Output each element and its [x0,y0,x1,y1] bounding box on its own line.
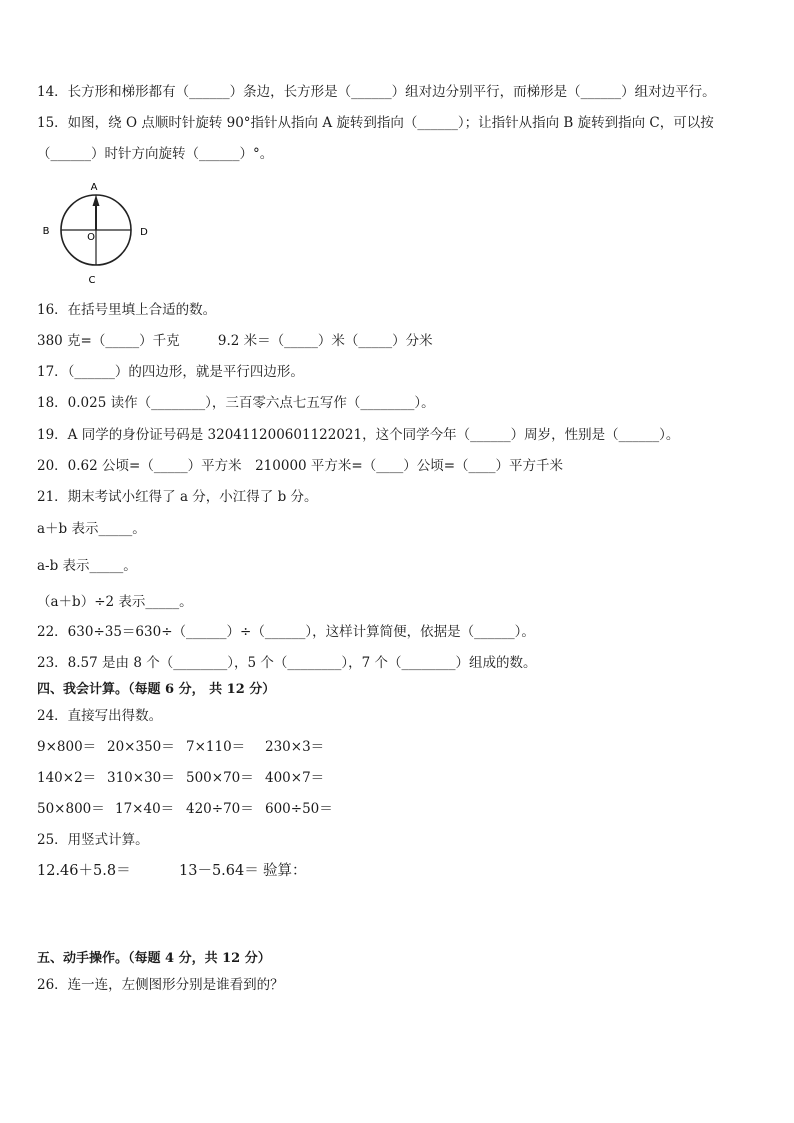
section-5-heading: 五、动手操作。（每题 4 分，共 12 分） [37,951,271,966]
q22: 22．630÷35＝630÷（______）÷（______），这样计算简便，依据是（______）。 [37,624,535,640]
q21: 21．期末考试小红得了 a 分，小江得了 b 分。 [37,489,318,505]
calc-item: 230×3＝ [265,739,325,755]
q25: 25．用竖式计算。 [37,832,149,848]
calc-item: 50×800＝ [37,801,105,817]
calc-item: 310×30＝ [107,770,175,786]
q17: 17．（______）的四边形，就是平行四边形。 [37,364,304,380]
figure-label-a: A [90,182,98,193]
pointer-arrowhead [93,195,100,206]
calc-item: 9×800＝ [37,739,97,755]
calc-item: 500×70＝ [186,770,254,786]
q18: 18．0.025 读作（________），三百零六点七五写作（________）。 [37,395,435,411]
q26: 26．连一连，左侧图形分别是谁看到的？ [37,977,284,993]
figure-label-o: O [87,232,95,243]
q21-a: a＋b 表示_____。 [37,521,146,537]
q16: 16．在括号里填上合适的数。 [37,302,217,318]
q14: 14．长方形和梯形都有（______）条边，长方形是（______）组对边分别平行，而梯形是（______）组对边平行。 [37,84,716,100]
calc-item: 20×350＝ [107,739,175,755]
q25-item-c: 验算： [263,863,307,879]
calc-item: 7×110＝ [186,739,246,755]
figure-label-d: D [140,227,148,238]
figure-label-c: C [88,275,96,286]
q20: 20．0.62 公顷=（_____）平方米 210000 平方米=（____）公顷=（____）平方千米 [37,458,564,474]
q16-items [37,332,433,350]
q25-item-b: 13－5.64＝ [179,863,259,879]
q24: 24．直接写出得数。 [37,708,163,724]
calc-item: 17×40＝ [115,801,175,817]
calc-item: 400×7＝ [265,770,325,786]
calc-item: 600÷50＝ [265,801,333,817]
q25-items [37,862,307,880]
section-4-heading: 四、我会计算。（每题 6 分， 共 12 分） [37,682,276,697]
calc-row-3 [37,800,333,818]
q15-line2: （______）时针方向旋转（______）°。 [37,146,274,162]
calc-item: 140×2＝ [37,770,97,786]
calc-row-1 [37,738,324,756]
q23: 23．8.57 是由 8 个（________），5 个（________），7 个（________）组成的数。 [37,655,537,671]
q16-item-b: 9.2 米＝（_____）米（_____）分米 [217,333,433,349]
q21-b: a-b 表示_____。 [37,558,137,574]
q16-item-a: 380 克=（_____）千克 [37,333,180,349]
q25-item-a: 12.46＋5.8＝ [37,863,131,879]
calc-item: 420÷70＝ [186,801,254,817]
q19: 19．A 同学的身份证号码是 320411200601122021，这个同学今年（______）周岁，性别是（______）。 [37,427,680,443]
q21-c: （a＋b）÷2 表示_____。 [37,594,193,610]
q15-line1: 15．如图，绕 O 点顺时针旋转 90°指针从指向 A 旋转到指向（______）；让指针从指向 B 旋转到指向 C，可以按 [37,115,714,131]
figure-label-b: B [42,226,50,237]
calc-row-2 [37,769,324,787]
rotation-figure [40,178,170,290]
